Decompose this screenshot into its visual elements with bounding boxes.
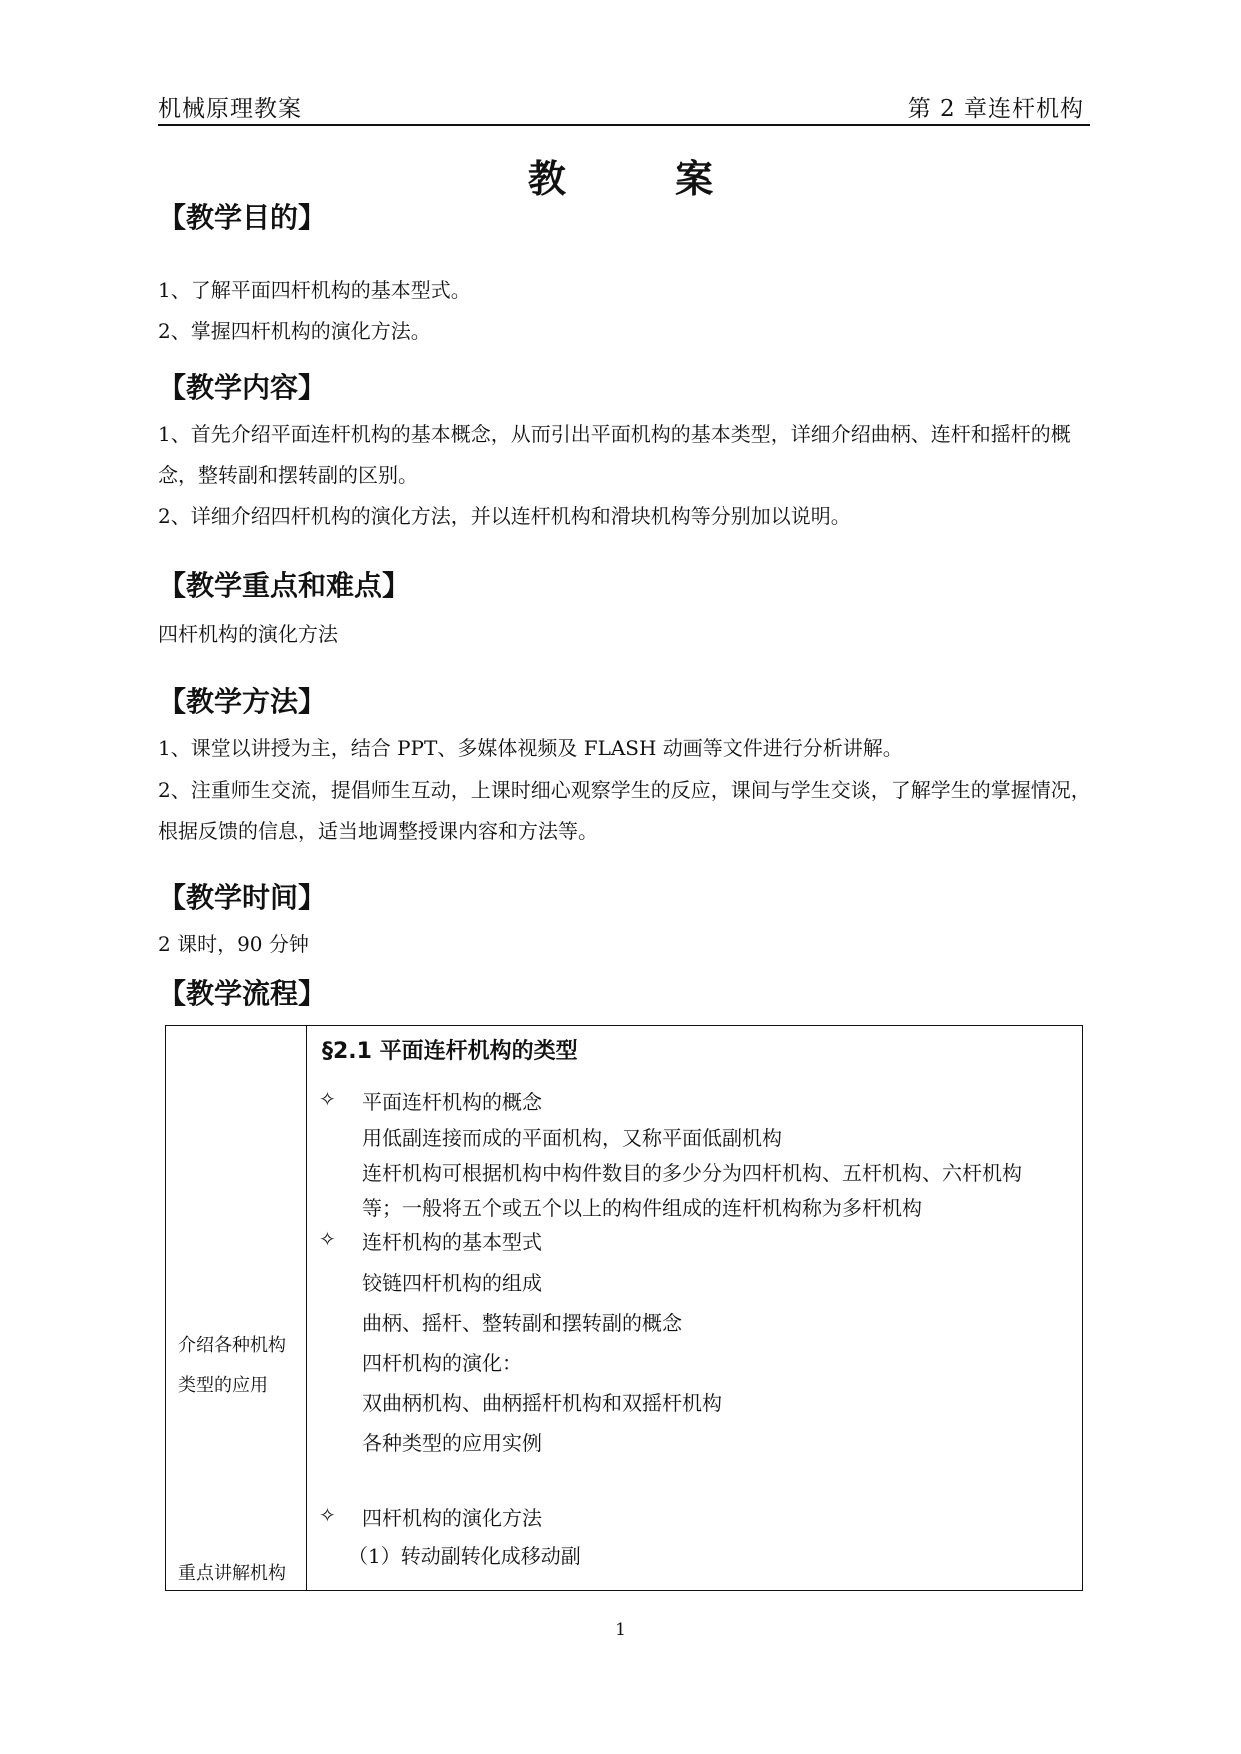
bullet-diamond-icon: ✧ bbox=[319, 1227, 336, 1251]
table-bullet-item: 四杆机构的演化方法 bbox=[362, 1506, 542, 1530]
purpose-item: 1、了解平面四杆机构的基本型式。 bbox=[158, 278, 471, 302]
key-points-item: 四杆机构的演化方法 bbox=[158, 622, 338, 646]
process-table bbox=[165, 1025, 1083, 1591]
table-line: 用低副连接而成的平面机构，又称平面低副机构 bbox=[362, 1126, 782, 1150]
heading-content: 【教学内容】 bbox=[158, 371, 327, 404]
heading-process: 【教学流程】 bbox=[158, 977, 327, 1010]
heading-purpose: 【教学目的】 bbox=[158, 201, 327, 234]
page-header bbox=[158, 86, 1090, 126]
table-line: 等；一般将五个或五个以上的构件组成的连杆机构称为多杆机构 bbox=[362, 1196, 922, 1220]
time-item: 2 课时，90 分钟 bbox=[158, 932, 309, 956]
header-course-title: 机械原理教案 bbox=[158, 96, 302, 122]
table-line: 双曲柄机构、曲柄摇杆机构和双摇杆机构 bbox=[362, 1391, 722, 1415]
method-item: 1、课堂以讲授为主，结合 PPT、多媒体视频及 FLASH 动画等文件进行分析讲解。 bbox=[158, 736, 903, 760]
document-title: 教 案 bbox=[527, 157, 762, 201]
table-line: 铰链四杆机构的组成 bbox=[362, 1271, 542, 1295]
table-line: 各种类型的应用实例 bbox=[362, 1431, 542, 1455]
table-section-title: §2.1 平面连杆机构的类型 bbox=[322, 1039, 578, 1064]
table-line: 连杆机构可根据机构中构件数目的多少分为四杆机构、五杆机构、六杆机构 bbox=[362, 1161, 1022, 1185]
bullet-diamond-icon: ✧ bbox=[319, 1503, 336, 1527]
table-line: 四杆机构的演化： bbox=[362, 1351, 522, 1375]
heading-time: 【教学时间】 bbox=[158, 881, 327, 914]
page-number: 1 bbox=[615, 1620, 626, 1640]
table-bullet-item: 连杆机构的基本型式 bbox=[362, 1230, 542, 1254]
method-item: 2、注重师生交流，提倡师生互动，上课时细心观察学生的反应，课间与学生交谈，了解学生的掌握情况，根据反馈的信息，适当地调整授课内容和方法等。 bbox=[158, 778, 1091, 843]
table-left-label: 重点讲解机构 bbox=[178, 1563, 286, 1584]
table-line: 曲柄、摇杆、整转副和摆转副的概念 bbox=[362, 1311, 682, 1335]
content-item: 1、首先介绍平面连杆机构的基本概念，从而引出平面机构的基本类型，详细介绍曲柄、连杆和摇杆的概念，整转副和摆转副的区别。 bbox=[158, 422, 1071, 487]
table-column-divider bbox=[306, 1026, 307, 1590]
table-bullet-item: 平面连杆机构的概念 bbox=[362, 1090, 542, 1114]
table-left-label: 介绍各种机构类型的应用 bbox=[178, 1335, 286, 1396]
table-line: （1）转动副转化成移动副 bbox=[348, 1544, 581, 1568]
header-chapter-title: 第 2 章连杆机构 bbox=[907, 96, 1084, 122]
heading-method: 【教学方法】 bbox=[158, 685, 327, 718]
content-item: 2、详细介绍四杆机构的演化方法，并以连杆机构和滑块机构等分别加以说明。 bbox=[158, 504, 851, 528]
purpose-item: 2、掌握四杆机构的演化方法。 bbox=[158, 319, 431, 343]
heading-key-points: 【教学重点和难点】 bbox=[158, 569, 411, 602]
bullet-diamond-icon: ✧ bbox=[319, 1087, 336, 1111]
